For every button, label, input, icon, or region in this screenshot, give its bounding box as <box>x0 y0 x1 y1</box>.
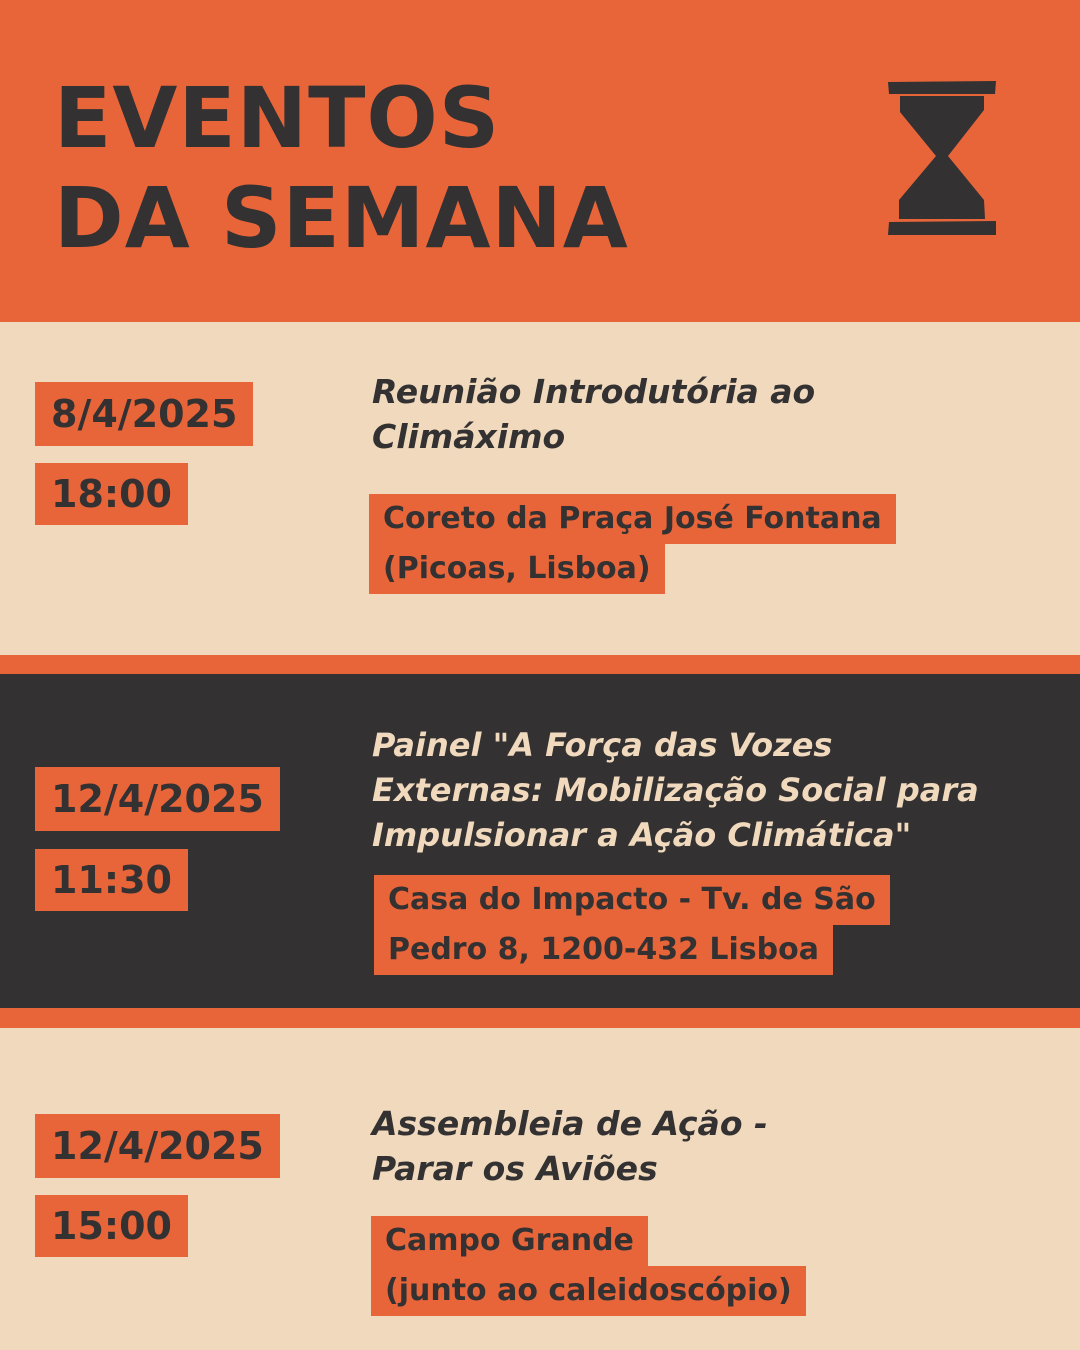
event-date: 12/4/2025 <box>35 767 280 831</box>
event-date: 8/4/2025 <box>35 382 253 446</box>
separator-band-top <box>0 655 1080 674</box>
page-title <box>54 68 629 268</box>
event-location-line: (junto ao caleidoscópio) <box>371 1266 806 1316</box>
event-title <box>372 369 815 459</box>
event-time: 11:30 <box>35 849 188 911</box>
hourglass-icon <box>886 80 998 236</box>
separator-band-bottom <box>0 1008 1080 1028</box>
page-title-line-2: DA SEMANA <box>54 169 629 267</box>
event-location-line: Campo Grande <box>371 1216 648 1266</box>
event-location-line: (Picoas, Lisboa) <box>369 544 665 594</box>
event-title-line: Climáximo <box>372 417 566 456</box>
event-date: 12/4/2025 <box>35 1114 280 1178</box>
event-title-line: Externas: Mobilização Social para <box>372 771 979 809</box>
event-time: 15:00 <box>35 1195 188 1257</box>
event-title-line: Parar os Aviões <box>372 1149 658 1188</box>
event-time: 18:00 <box>35 463 188 525</box>
event-title-line: Reunião Introdutória ao <box>372 372 816 411</box>
header-banner <box>0 0 1080 322</box>
event-title-line: Impulsionar a Ação Climática" <box>372 816 912 854</box>
event-title <box>372 1101 768 1191</box>
event-location-line: Casa do Impacto - Tv. de São <box>374 875 890 925</box>
event-title-line: Painel "A Força das Vozes <box>372 726 833 764</box>
event-title-line: Assembleia de Ação - <box>372 1104 768 1143</box>
event-title <box>372 723 979 858</box>
page-title-line-1: EVENTOS <box>54 69 501 167</box>
event-location-line: Pedro 8, 1200-432 Lisboa <box>374 925 833 975</box>
event-location-line: Coreto da Praça José Fontana <box>369 494 896 544</box>
